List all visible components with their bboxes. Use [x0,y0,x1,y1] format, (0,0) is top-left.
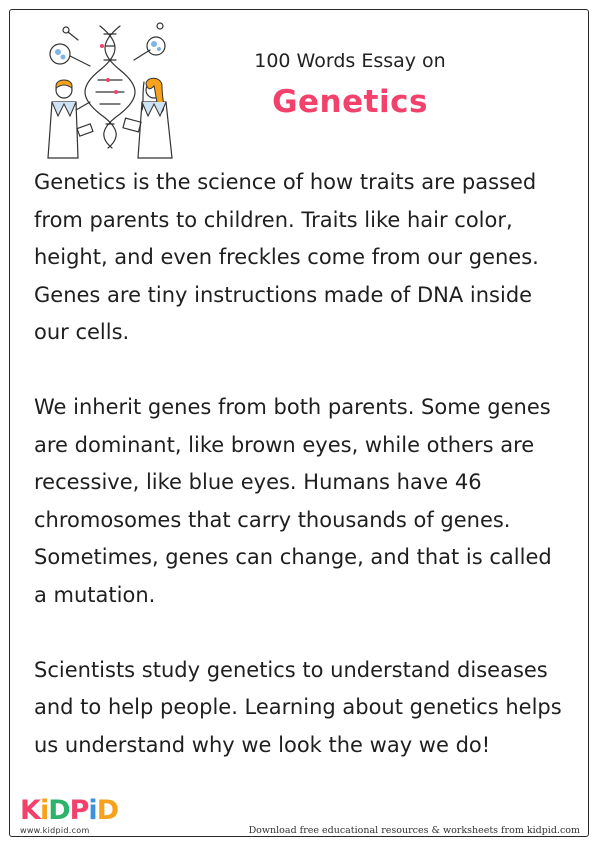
logo-url: www.kidpid.com [20,826,90,835]
logo-letter: K [20,795,40,826]
footer-note: Download free educational resources & worksheets from kidpid.com [248,825,580,836]
logo-letter: i [88,795,97,826]
logo-letter: D [96,795,119,826]
kidpid-logo [20,795,119,837]
logo-letter: D [48,795,70,826]
logo-letter: i [39,795,49,826]
logo-wordmark [20,795,119,826]
essay-paragraph: Scientists study genetics to understand diseases and to help people. Learning about genetics helps us understand why we look the way we do! [34,657,562,757]
logo-letter: P [69,795,89,826]
essay-paragraph: We inherit genes from both parents. Some genes are dominant, like brown eyes, while others are recessive, like blue eyes. Humans have 46 chromosomes that carry thousands of genes. Sometimes, genes can change, and that is called a mutation. [34,394,552,607]
essay-title: Genetics [272,84,428,120]
essay-subtitle: 100 Words Essay on [254,50,446,72]
essay-body [34,164,566,801]
essay-paragraph: Genetics is the science of how traits are passed from parents to children. Traits like hair color, height, and even freckles come from our genes. Genes are tiny instructions made of DNA inside our cells. [34,170,539,345]
scientists-dna-icon [38,20,188,160]
